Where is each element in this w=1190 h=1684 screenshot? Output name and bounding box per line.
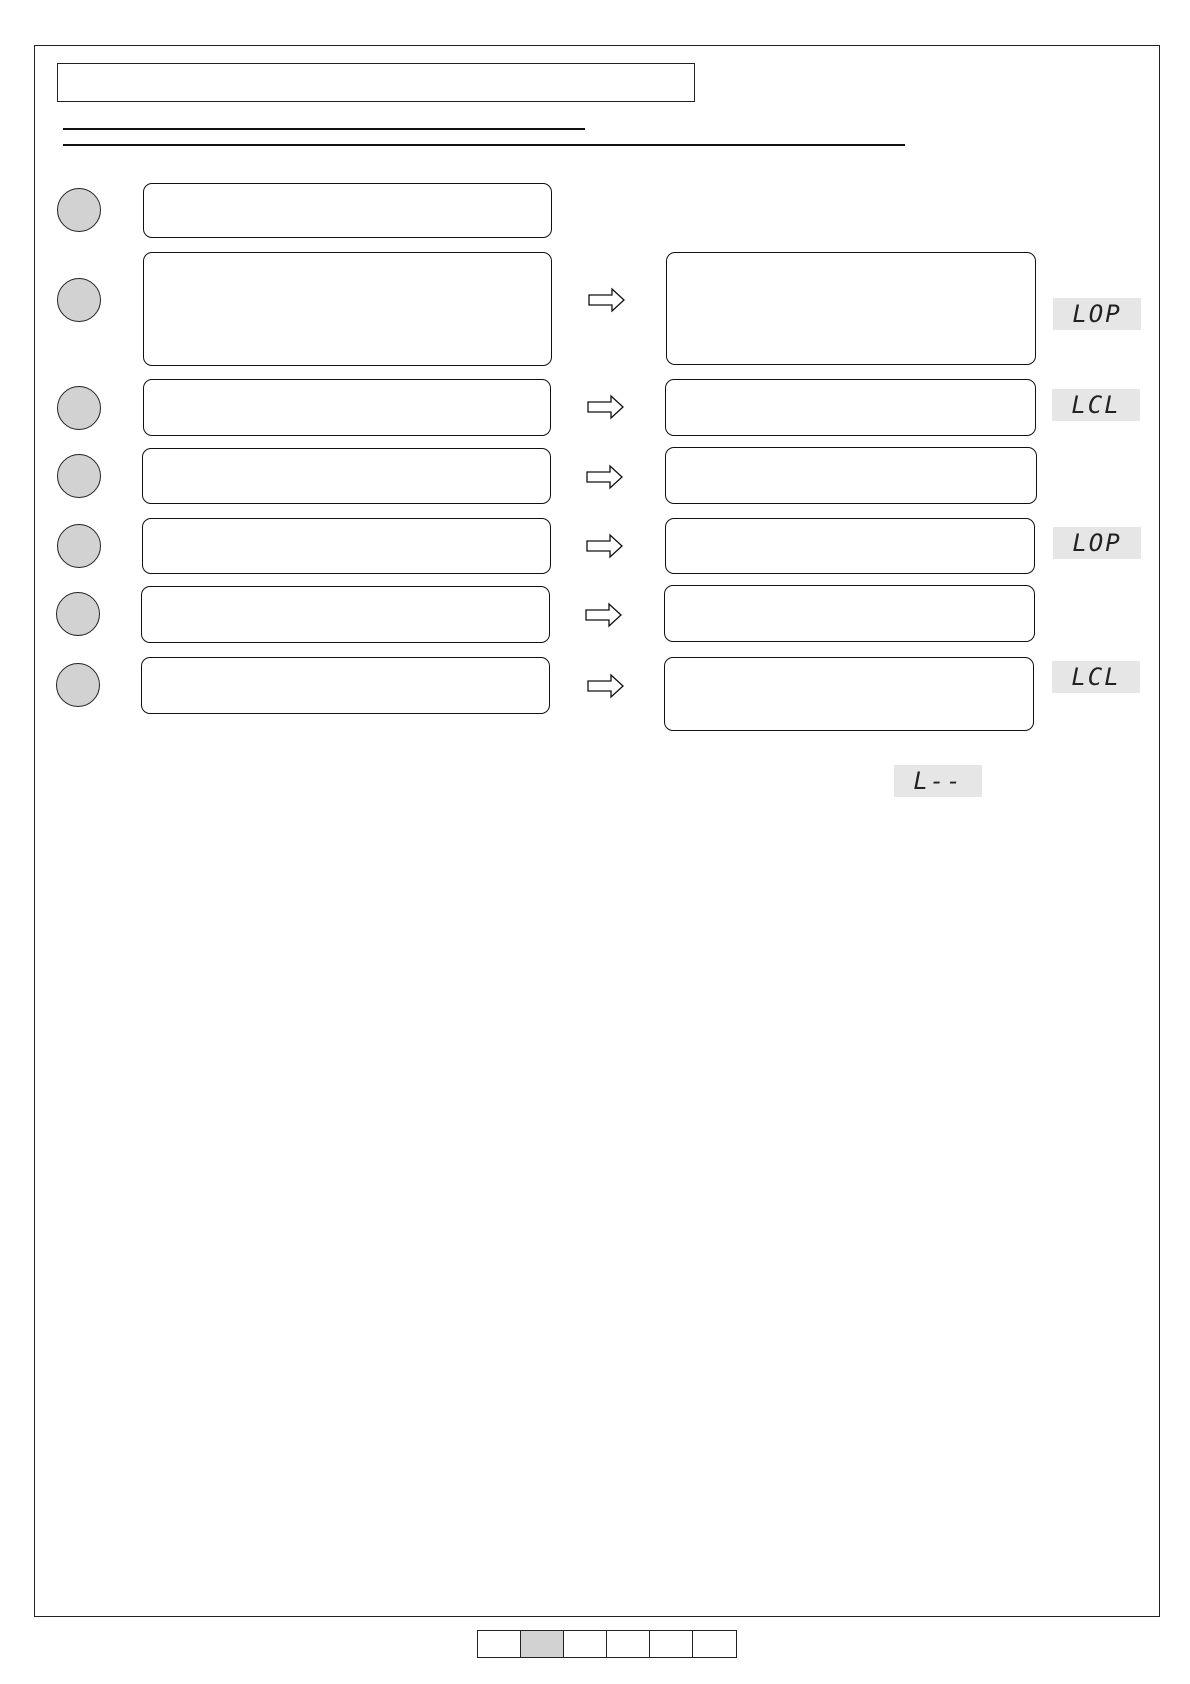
step-4-arrow-icon (586, 464, 624, 490)
step-7-arrow-icon (587, 673, 625, 699)
page-cell[interactable] (607, 1631, 650, 1657)
lcd-display-3: LOP (1053, 527, 1141, 559)
title-box (57, 63, 695, 102)
page-cell[interactable] (521, 1631, 564, 1657)
page-cell[interactable] (564, 1631, 607, 1657)
lcd-display-1: LOP (1053, 298, 1141, 330)
step-2-result-box (666, 252, 1036, 365)
step-circle-4 (57, 454, 101, 498)
step-1-action-box (143, 183, 552, 238)
page-indicator (477, 1630, 737, 1658)
step-3-arrow-icon (587, 394, 625, 420)
underline-2 (63, 144, 905, 146)
underline-1 (63, 128, 585, 130)
step-7-action-box (141, 657, 550, 714)
step-5-arrow-icon (586, 533, 624, 559)
step-2-arrow-icon (588, 287, 626, 313)
step-4-action-box (142, 448, 551, 504)
step-2-action-box (143, 252, 552, 366)
lcd-display-2: LCL (1052, 389, 1140, 421)
step-7-result-box (664, 657, 1034, 731)
lcd-display-4: LCL (1052, 661, 1140, 693)
step-circle-7 (56, 663, 100, 707)
page-cell[interactable] (478, 1631, 521, 1657)
step-3-action-box (143, 379, 551, 436)
page-cell[interactable] (693, 1631, 736, 1657)
step-3-result-box (665, 379, 1036, 436)
step-6-action-box (141, 586, 550, 643)
step-5-result-box (665, 518, 1035, 574)
lcd-display-5: L-- (894, 765, 982, 797)
step-circle-5 (57, 524, 101, 568)
step-circle-3 (57, 386, 101, 430)
step-4-result-box (665, 447, 1037, 504)
step-6-arrow-icon (585, 602, 623, 628)
step-6-result-box (664, 585, 1035, 642)
step-circle-2 (57, 278, 101, 322)
page-cell[interactable] (650, 1631, 693, 1657)
step-circle-6 (56, 592, 100, 636)
step-circle-1 (57, 188, 101, 232)
step-5-action-box (142, 518, 551, 574)
